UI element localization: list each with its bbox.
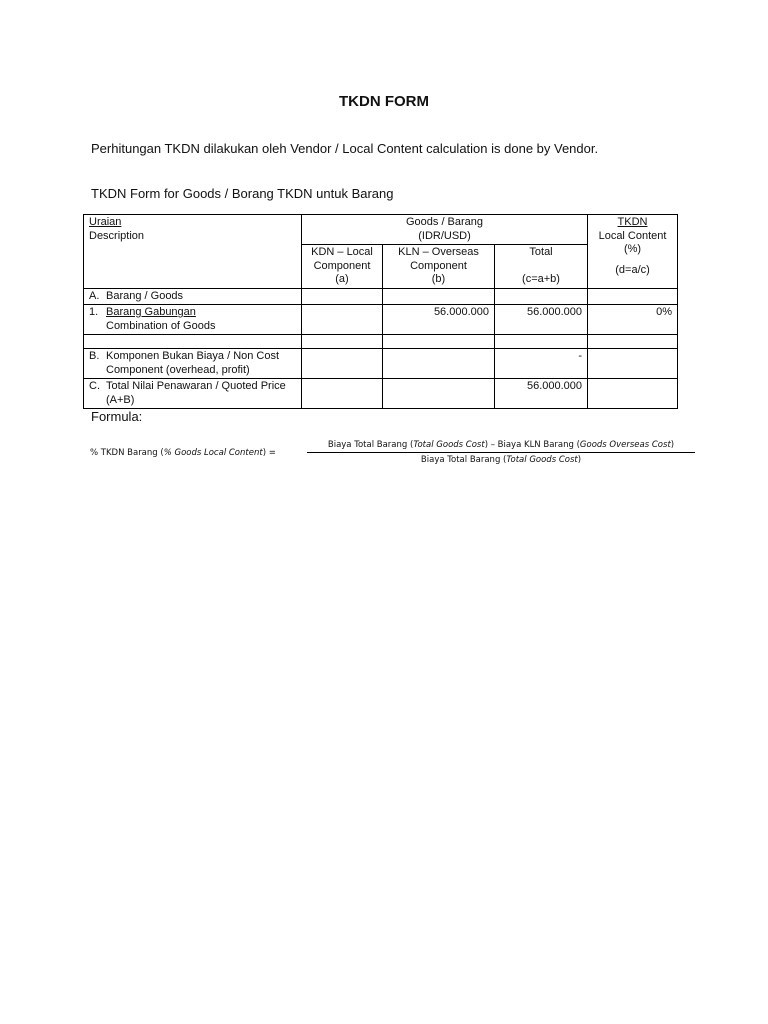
row-a-label (84, 288, 302, 305)
row-c-label (84, 379, 302, 409)
header-kln-line3: (b) (431, 273, 446, 285)
header-kdn-line3: (a) (335, 273, 349, 285)
formula-num-e: ) (670, 440, 675, 450)
row-c-total: 56.000.000 (495, 379, 588, 409)
header-local-content: Local Content (598, 229, 667, 242)
header-currency: (IDR/USD) (418, 229, 471, 242)
table-cell (383, 379, 495, 409)
table-cell (302, 379, 383, 409)
formula-den-b: Total Goods Cost (506, 455, 578, 465)
header-goods: Goods / Barang (405, 216, 484, 228)
header-description-cell (84, 215, 302, 289)
row-b-text-line2: Component (overhead, profit) (106, 363, 250, 376)
table-row (84, 379, 678, 409)
table-row (84, 288, 678, 305)
formula-num-c: ) – Biaya KLN Barang ( (484, 440, 580, 450)
table-cell (302, 288, 383, 305)
row-b-number: B. (89, 350, 100, 362)
header-kdn-line1: KDN – Local (311, 246, 373, 258)
formula-lhs-b: % Goods Local Content (163, 448, 263, 458)
table-cell (84, 335, 302, 349)
row-1-kln: 56.000.000 (383, 305, 495, 335)
table-row (84, 349, 678, 379)
table-cell (302, 335, 383, 349)
table-cell (588, 288, 678, 305)
row-1-kdn (302, 305, 383, 335)
row-a-number: A. (89, 289, 100, 302)
header-kdn-line2: Component (313, 259, 371, 272)
formula-den-c: ) (577, 455, 582, 465)
table-cell (383, 335, 495, 349)
row-1-text-line1: Barang Gabungan (106, 306, 196, 318)
header-uraian: Uraian (89, 216, 122, 228)
table-cell (495, 335, 588, 349)
row-1-text-line2: Combination of Goods (106, 319, 216, 332)
row-1-label (84, 305, 302, 335)
table-cell (588, 335, 678, 349)
header-tkdn-formula: (d=a/c) (615, 263, 650, 276)
table-cell (383, 288, 495, 305)
header-kln-line2: Component (410, 259, 467, 272)
formula-num-a: Biaya Total Barang ( (327, 440, 414, 450)
row-b-text-line1: Komponen Bukan Biaya / Non Cost (106, 350, 280, 362)
header-description: Description (89, 229, 145, 242)
row-c-text-line1: Total Nilai Penawaran / Quoted Price (106, 380, 286, 392)
table-cell (495, 288, 588, 305)
row-1-tkdn: 0% (588, 305, 678, 335)
table-row (84, 335, 678, 349)
header-kln-line1: KLN – Overseas (398, 246, 479, 258)
formula-lhs (90, 448, 276, 458)
form-subtitle: TKDN Form for Goods / Borang TKDN untuk Barang (91, 186, 394, 201)
table-cell (588, 379, 678, 409)
formula-numerator (307, 440, 695, 452)
header-tkdn: TKDN (617, 216, 648, 228)
form-title: TKDN FORM (339, 93, 429, 110)
header-total: Total (529, 246, 553, 258)
header-percent: (%) (623, 243, 642, 255)
row-1-total: 56.000.000 (495, 305, 588, 335)
formula-den-a: Biaya Total Barang ( (420, 455, 507, 465)
row-1-number: 1. (89, 306, 99, 318)
header-total-cell (495, 245, 588, 289)
formula-denominator (307, 453, 695, 465)
header-kln-cell (383, 245, 495, 289)
formula-num-d: Goods Overseas Cost (579, 440, 671, 450)
header-tkdn-cell (588, 215, 678, 289)
formula-lhs-a: % TKDN Barang ( (90, 448, 164, 458)
formula-num-b: Total Goods Cost (413, 440, 485, 450)
header-goods-cell (302, 215, 588, 245)
header-kdn-cell (302, 245, 383, 289)
formula-label: Formula: (91, 409, 143, 424)
formula-lhs-c: ) = (262, 448, 276, 458)
row-c-number: C. (89, 380, 100, 392)
row-b-total: - (495, 349, 588, 379)
row-c-text-line2: (A+B) (106, 393, 135, 406)
table-cell (302, 349, 383, 379)
tkdn-table (83, 214, 678, 409)
row-a-text: Barang / Goods (106, 289, 184, 302)
table-cell (383, 349, 495, 379)
row-b-label (84, 349, 302, 379)
header-total-formula: (c=a+b) (522, 272, 560, 285)
table-header-row (84, 215, 678, 245)
intro-text: Perhitungan TKDN dilakukan oleh Vendor / Local Content calculation is done by Vendor. (91, 141, 599, 156)
formula-fraction (307, 440, 695, 465)
table-cell (588, 349, 678, 379)
table-row (84, 305, 678, 335)
